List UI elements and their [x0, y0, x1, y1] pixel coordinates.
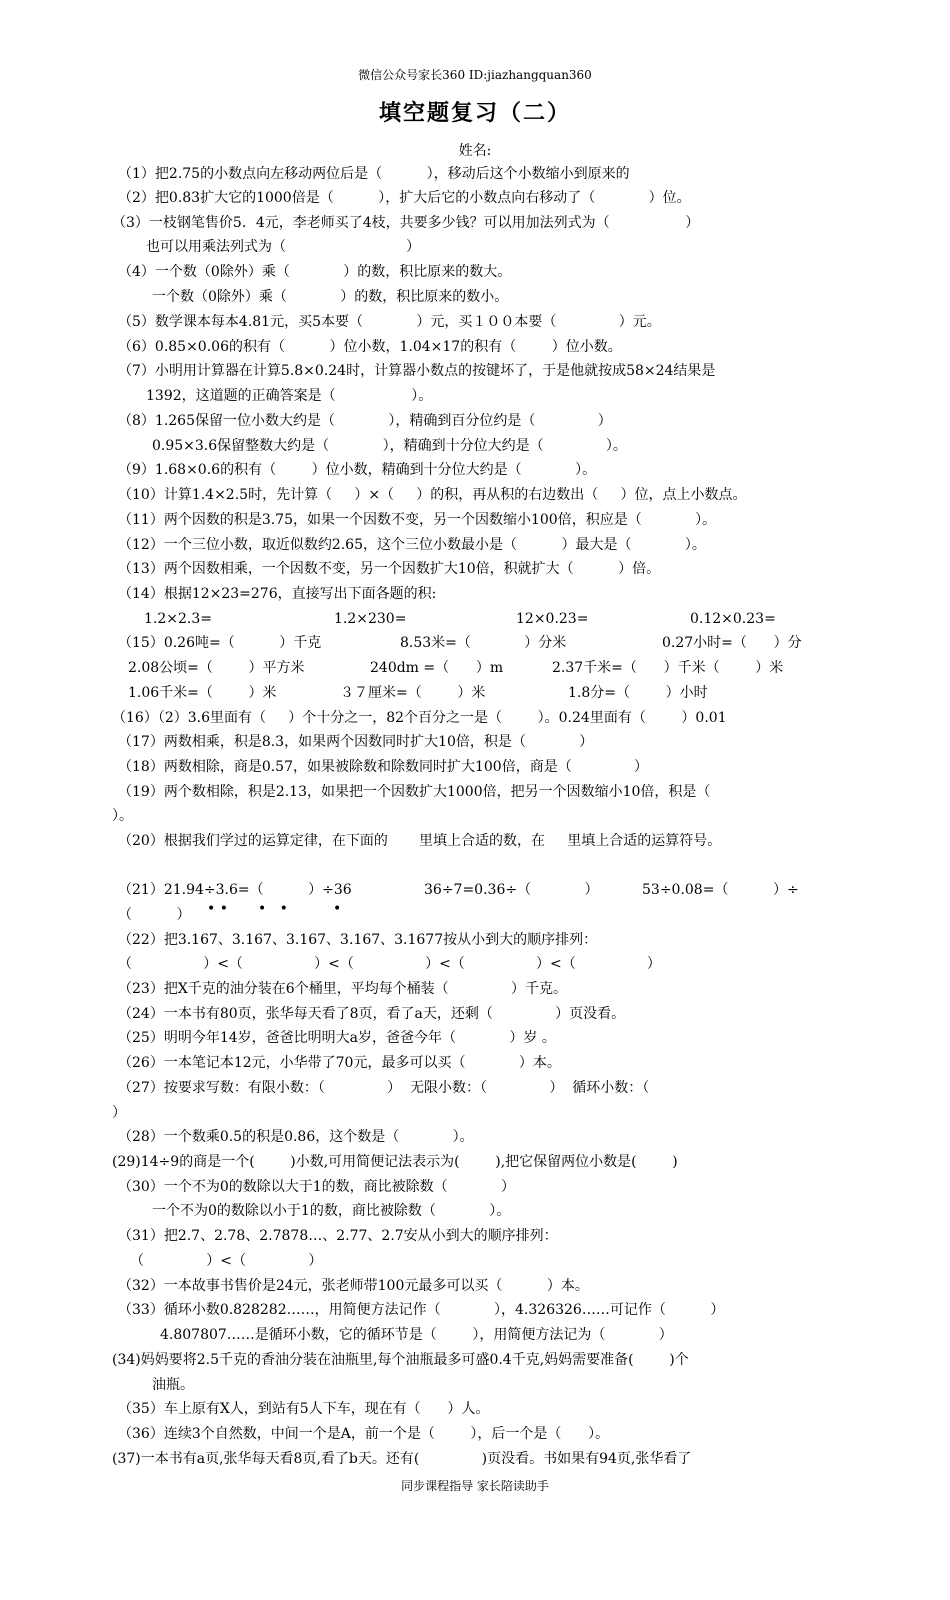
question-text: （9）1.68×0.6的积有（ ）位小数，精确到十分位大约是（ ）。: [118, 462, 597, 478]
question-line: [0, 681, 950, 705]
question-text: （32）一本故事书售价是24元，张老师带100元最多可以买（ ）本。: [118, 1278, 589, 1294]
question-line: [0, 804, 950, 828]
question-text: 8.53米=（ ）分米: [400, 635, 567, 651]
question-text: （18）两数相除，商是0.57，如果被除数和除数同时扩大100倍，商是（ ）: [118, 759, 649, 775]
question-line: [0, 631, 950, 655]
question-line: [0, 260, 950, 284]
question-line: [0, 483, 950, 507]
question-text: （5）数学课本每本4.81元，买5本要（ ）元，买１００本要（ ）元。: [118, 314, 661, 330]
question-line: [0, 1002, 950, 1026]
question-line: [0, 409, 950, 433]
question-line: [0, 1076, 950, 1100]
question-text: （20）根据我们学过的运算定律，在下面的 里填上合适的数，在 里填上合适的运算符号。: [118, 833, 722, 849]
question-text: （35）车上原有X人，到站有5人下车，现在有（ ）人。: [118, 1401, 490, 1417]
question-text: 1.8分=（ ）小时: [568, 685, 708, 701]
question-line: [0, 211, 950, 235]
name-label: 姓名:: [458, 143, 492, 159]
question-text: 1.2×2.3=: [144, 611, 212, 627]
question-text: ３７厘米=（ ）米: [340, 685, 486, 701]
question-line: [0, 1348, 950, 1372]
question-text: 4.807807……是循环小数，它的循环节是（ ），用简便方法记为（ ）: [160, 1327, 673, 1343]
question-line: [0, 730, 950, 754]
question-line: [0, 1125, 950, 1149]
question-line: [0, 162, 950, 186]
question-line: [0, 928, 950, 952]
question-line: [0, 952, 950, 976]
question-text: 36÷7=0.36÷（ ）: [424, 882, 599, 898]
question-text: （21）21.94÷3.6=（ ）÷36: [118, 882, 352, 898]
question-text: （28）一个数乘0.5的积是0.86，这个数是（ ）。: [118, 1129, 474, 1145]
question-line: [0, 1026, 950, 1050]
question-text: （31）把2.7、2.78、2.7878…、2.77、2.7安从小到大的顺序排列：: [118, 1228, 558, 1244]
question-text: （33）循环小数0.828282……，用简便方法记作（ ），4.326326……可记作（ ）: [118, 1302, 725, 1318]
question-line: [0, 1373, 950, 1397]
question-line: [0, 1447, 950, 1471]
question-text: 1.06千米=（ ）米: [128, 685, 277, 701]
question-text: （15）0.26吨=（ ）千克: [118, 635, 322, 651]
question-text: 2.08公顷=（ ）平方米: [128, 660, 305, 676]
question-line: [0, 458, 950, 482]
question-text: 0.12×0.23=: [690, 611, 776, 627]
question-text: （17）两数相乘，积是8.3，如果两个因数同时扩大10倍，积是（ ）: [118, 734, 594, 750]
question-text: （3）一枝钢笔售价5．4元，李老师买了4枝，共要多少钱？可以用加法列式为（ ）: [112, 215, 700, 231]
question-text: （19）两个数相除，积是2.13，如果把一个因数扩大1000倍，把另一个因数缩小10倍，积是（: [118, 784, 711, 800]
question-text: （6）0.85×0.06的积有（ ）位小数，1.04×17的积有（ ）位小数。: [118, 339, 622, 355]
question-text: （36）连续3个自然数，中间一个是A，前一个是（ ），后一个是（ ）。: [118, 1426, 610, 1442]
page-footer: 同步课程指导 家长陪读助手: [401, 1479, 549, 1493]
question-line: [0, 1397, 950, 1421]
question-line: [0, 878, 950, 902]
question-line: [0, 977, 950, 1001]
question-line: [0, 310, 950, 334]
question-text: ）: [112, 1105, 126, 1121]
question-text: （11）两个因数的积是3.75，如果一个因数不变，另一个因数缩小100倍，积应是（ ）。: [118, 512, 717, 528]
recurring-dot-mark: •: [333, 901, 342, 917]
question-line: [0, 384, 950, 408]
question-text: 53÷0.08=（ ）÷: [642, 882, 799, 898]
question-text: （1）把2.75的小数点向左移动两位后是（ ），移动后这个小数缩小到原来的: [118, 166, 630, 182]
page-title: 填空题复习（二）: [378, 100, 571, 126]
question-text: 240dm =（ ）m: [370, 660, 504, 676]
question-text: 12×0.23=: [516, 611, 589, 627]
question-text: 一个数（0除外）乘（ ）的数，积比原来的数小。: [152, 289, 509, 305]
recurring-dot-mark: • •: [258, 901, 288, 917]
question-line: [0, 1101, 950, 1125]
question-text: （24）一本书有80页，张华每天看了8页，看了a天，还剩（ ）页没看。: [118, 1006, 626, 1022]
question-line: [0, 903, 950, 927]
question-text: （ ）<（ ）: [130, 1253, 323, 1269]
question-text: （13）两个因数相乘，一个因数不变，另一个因数扩大10倍，积就扩大（ ）倍。: [118, 561, 661, 577]
question-line: [0, 533, 950, 557]
question-text: 0.95×3.6保留整数大约是（ ），精确到十分位大约是（ ）。: [152, 438, 627, 454]
question-text: （ ）: [118, 907, 191, 923]
question-text: 也可以用乘法列式为（ ）: [146, 239, 421, 255]
question-line: [0, 1298, 950, 1322]
question-line: [0, 656, 950, 680]
question-text: （30）一个不为0的数除以大于1的数，商比被除数（ ）: [118, 1179, 516, 1195]
question-line: [0, 1323, 950, 1347]
question-line: [0, 186, 950, 210]
question-text: （16）（2）3.6里面有（ ）个十分之一，82个百分之一是（ ）。0.24里面有（ ）0.01: [112, 710, 727, 726]
question-text: （7）小明用计算器在计算5.8×0.24时，计算器小数点的按键坏了，于是他就按成58×24结果是: [118, 363, 716, 379]
question-line: [0, 235, 950, 259]
question-line: [0, 1150, 950, 1174]
question-text: 2.37千米=（ ）千米（ ）米: [552, 660, 784, 676]
question-text: 1392，这道题的正确答案是（ ）。: [146, 388, 433, 404]
question-line: [0, 755, 950, 779]
question-text: （ ）<（ ）<（ ）<（ ）<（ ）: [118, 956, 661, 972]
question-text: （8）1.265保留一位小数大约是（ ），精确到百分位约是（ ）: [118, 413, 612, 429]
question-text: （2）把0.83扩大它的1000倍是（ ），扩大后它的小数点向右移动了（ ）位。: [118, 190, 691, 206]
question-text: （10）计算1.4×2.5时，先计算（ ）×（ ）的积，再从积的右边数出（ ）位，点上小数点。: [118, 487, 747, 503]
question-text: (37)一本书有a页,张华每天看8页,看了b天。还有( )页没看。书如果有94页,张华看了: [112, 1451, 692, 1467]
question-text: （27）按要求写数：有限小数：（ ） 无限小数：（ ） 循环小数：（: [118, 1080, 650, 1096]
question-text: （26）一本笔记本12元，小华带了70元，最多可以买（ ）本。: [118, 1055, 561, 1071]
question-text: (34)妈妈要将2.5千克的香油分装在油瓶里,每个油瓶最多可盛0.4千克,妈妈需要准备( )个: [112, 1352, 689, 1368]
question-line: [0, 1274, 950, 1298]
question-line: [0, 829, 950, 853]
question-text: ）。: [112, 808, 133, 824]
question-text: （22）把3.167、3.167、3.167、3.167、3.1677按从小到大的顺序排列：: [118, 932, 598, 948]
question-line: [0, 1422, 950, 1446]
question-line: [0, 557, 950, 581]
source-header: 微信公众号家长360 ID:jiazhangquan360: [358, 68, 592, 82]
question-text: （25）明明今年14岁，爸爸比明明大a岁，爸爸今年（ ）岁 。: [118, 1030, 556, 1046]
question-line: [0, 1249, 950, 1273]
question-line: [0, 434, 950, 458]
question-line: [0, 508, 950, 532]
question-text: （12）一个三位小数，取近似数约2.65，这个三位小数最小是（ ）最大是（ ）。: [118, 537, 706, 553]
question-line: [0, 582, 950, 606]
question-line: [0, 706, 950, 730]
question-line: [0, 780, 950, 804]
question-text: 0.27小时=（ ）分: [662, 635, 802, 651]
question-line: [0, 607, 950, 631]
question-text: (29)14÷9的商是一个( )小数,可用简便记法表示为( ),把它保留两位小数是( ): [112, 1154, 678, 1170]
question-line: [0, 1224, 950, 1248]
question-text: 一个不为0的数除以小于1的数，商比被除数（ ）。: [152, 1203, 511, 1219]
recurring-dot-mark: • •: [207, 901, 228, 917]
question-text: 油瓶。: [152, 1377, 194, 1393]
question-line: [0, 1051, 950, 1075]
question-line: [0, 1175, 950, 1199]
question-line: [0, 1199, 950, 1223]
question-text: （14）根据12×23=276，直接写出下面各题的积:: [118, 586, 437, 602]
question-line: [0, 285, 950, 309]
question-text: （23）把X千克的油分装在6个桶里，平均每个桶装（ ）千克。: [118, 981, 567, 997]
question-line: [0, 335, 950, 359]
question-text: （4）一个数（0除外）乘（ ）的数，积比原来的数大。: [118, 264, 512, 280]
question-text: 1.2×230=: [334, 611, 407, 627]
question-line: [0, 359, 950, 383]
